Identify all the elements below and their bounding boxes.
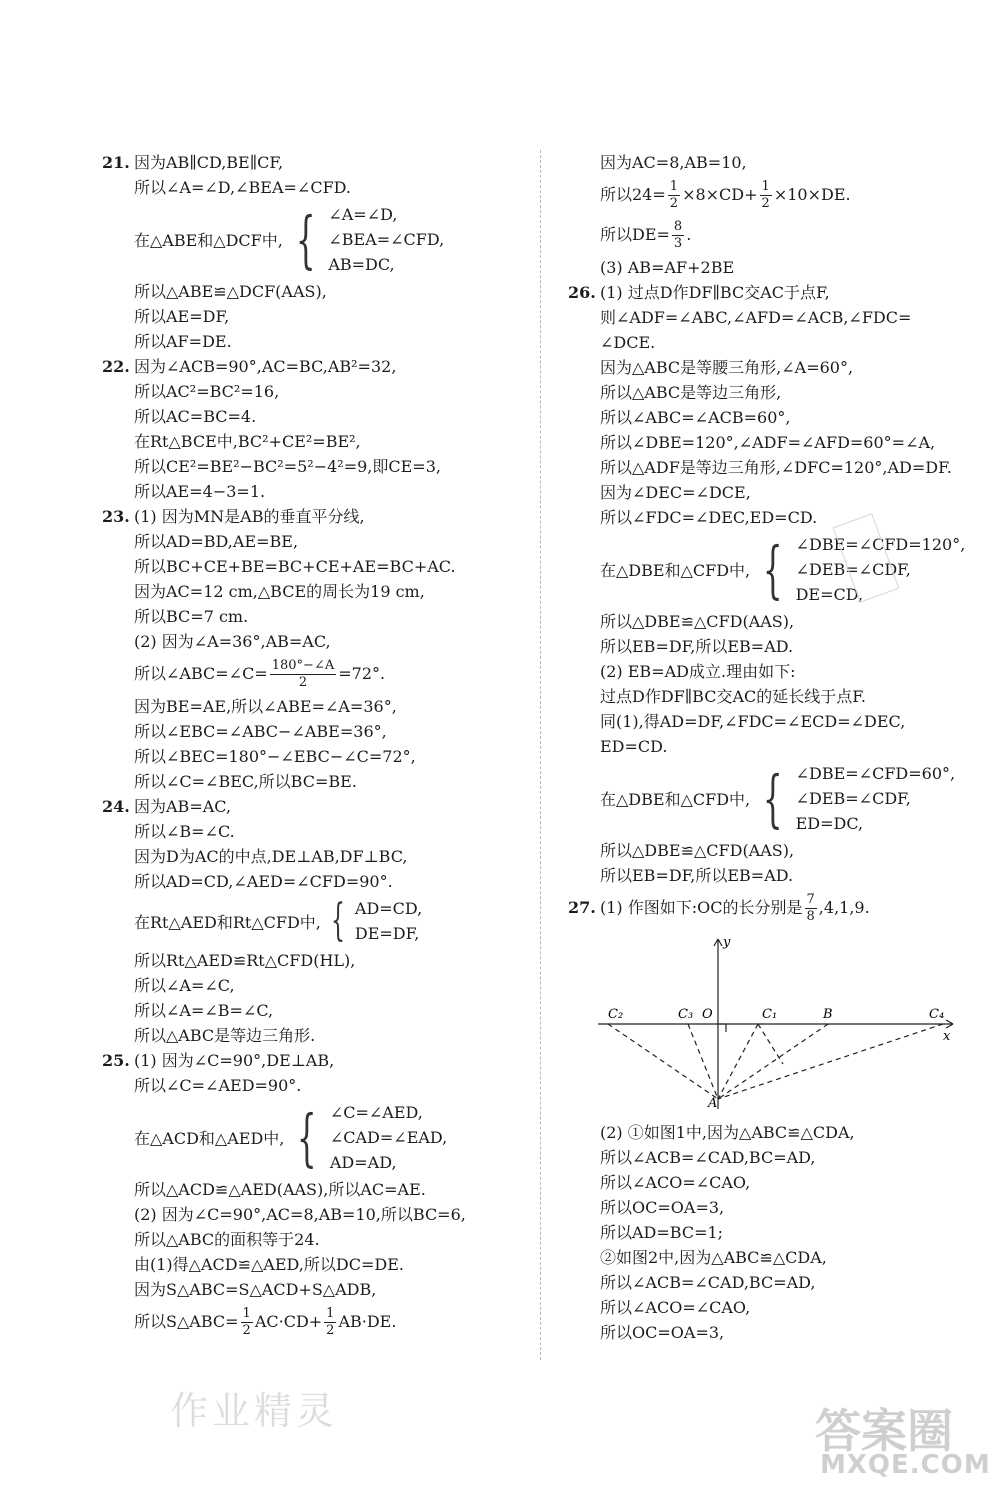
line-text: 所以EB=DF,所以EB=AD. (600, 637, 794, 656)
equation-system (568, 532, 988, 607)
text-line (568, 305, 988, 330)
system-prefix: 在△ACD和△AED中, (134, 1129, 285, 1148)
line-text: 所以CE²=BE²−BC²=5²−4²=9,即CE=3, (134, 457, 441, 476)
line-text: AB·DE. (338, 1312, 397, 1331)
line-text: 所以∠ABC=∠C= (134, 664, 268, 683)
line-text: 所以BC=7 cm. (134, 607, 249, 626)
line-text: 所以DE= (600, 225, 670, 244)
line-text: 所以△DBE≌△CFD(AAS), (600, 841, 795, 860)
left-brace: { (330, 895, 345, 946)
fraction (668, 179, 680, 212)
system-lines (796, 761, 956, 836)
text-line (568, 1195, 988, 1220)
line-text: ED=CD. (600, 737, 668, 756)
line-text: 所以24= (600, 185, 666, 204)
line-text: 所以∠ACB=∠CAD,BC=AD, (600, 1148, 816, 1167)
watermark-bottom-right: 答案圈 (815, 1404, 953, 1458)
text-line (102, 844, 522, 869)
text-line (568, 684, 988, 709)
text-line (568, 1245, 988, 1270)
line-text: 所以AD=BC=1; (600, 1223, 724, 1242)
system-item: ∠DBE=∠CFD=60°, (795, 764, 956, 783)
left-brace: { (763, 532, 783, 606)
text-line (102, 819, 522, 844)
segment-a-b (718, 1024, 828, 1099)
fraction-numerator: 1 (669, 179, 679, 194)
text-line (102, 579, 522, 604)
system-item: ∠BEA=∠CFD, (328, 230, 445, 249)
system-item: ∠CAD=∠EAD, (329, 1128, 448, 1147)
line-text: 所以∠EBC=∠ABC−∠ABE=36°, (134, 722, 387, 741)
text-line (102, 794, 522, 819)
fraction-denominator: 3 (673, 236, 683, 251)
system-item: ∠A=∠D, (328, 205, 398, 224)
line-text: 所以AD=CD,∠AED=∠CFD=90°. (134, 872, 393, 891)
line-text: 因为∠ACB=90°,AC=BC,AB²=32, (134, 357, 397, 376)
line-text: 所以AC=BC=4. (134, 407, 257, 426)
system-item: DE=CD, (795, 585, 864, 604)
line-text: 所以△DBE≌△CFD(AAS), (600, 612, 795, 631)
line-text: 所以∠C=∠AED=90°. (134, 1076, 302, 1095)
text-line (102, 1202, 522, 1227)
line-text: 所以△ACD≌△AED(AAS),所以AC=AE. (134, 1180, 426, 1199)
line-text: 则∠ADF=∠ABC,∠AFD=∠ACB,∠FDC= (600, 308, 912, 327)
line-text: 因为∠DEC=∠DCE, (600, 483, 751, 502)
text-line (102, 404, 522, 429)
system-item: ∠DBE=∠CFD=120°, (795, 535, 966, 554)
right-column (568, 150, 988, 1345)
fraction-line (568, 888, 988, 928)
line-text: 所以∠ACO=∠CAO, (600, 1173, 751, 1192)
line-text: 因为D为AC的中点,DE⊥AB,DF⊥BC, (134, 847, 408, 866)
fraction-numerator: 8 (673, 219, 683, 234)
text-line (102, 329, 522, 354)
fraction (270, 658, 337, 691)
line-text: (1) 过点D作DF∥BC交AC于点F, (600, 283, 830, 302)
fraction-line (568, 215, 988, 255)
left-brace: { (295, 202, 316, 276)
coordinate-figure (588, 934, 958, 1114)
line-text: (2) 因为∠C=90°,AC=8,AB=10,所以BC=6, (134, 1205, 466, 1224)
equation-system (568, 761, 988, 836)
system-item: AB=DC, (328, 255, 395, 274)
text-line (102, 150, 522, 175)
line-text: 所以∠FDC=∠DEC,ED=CD. (600, 508, 818, 527)
text-line (102, 998, 522, 1023)
text-line (102, 554, 522, 579)
column-divider (540, 150, 541, 1360)
text-line (102, 379, 522, 404)
line-text: 所以AC²=BC²=16, (134, 382, 280, 401)
fraction-numerator: 180°−∠A (271, 658, 335, 673)
left-brace: { (297, 1100, 317, 1174)
line-text: 因为S△ABC=S△ACD+S△ADB, (134, 1280, 377, 1299)
equation-system (102, 202, 522, 277)
text-line (568, 430, 988, 455)
figure-container (588, 934, 958, 1114)
line-text: 所以∠A=∠C, (134, 976, 235, 995)
line-text: 所以AE=4−3=1. (134, 482, 266, 501)
system-item: ∠C=∠AED, (329, 1103, 423, 1122)
text-line (102, 1048, 522, 1073)
line-text: 所以∠BEC=180°−∠EBC−∠C=72°, (134, 747, 416, 766)
text-line (102, 719, 522, 744)
line-text: 所以BC+CE+BE=BC+CE+AE=BC+AC. (134, 557, 456, 576)
text-line (102, 354, 522, 379)
fraction (324, 1306, 336, 1339)
segment-a-c3 (688, 1024, 718, 1099)
fraction-denominator: 2 (326, 1323, 335, 1338)
line-text: =72°. (338, 664, 386, 683)
system-item: ED=DC, (795, 814, 864, 833)
system-prefix: 在Rt△AED和Rt△CFD中, (134, 912, 321, 932)
problem-number: 26. (568, 283, 596, 302)
line-text: (1) 因为MN是AB的垂直平分线, (134, 507, 365, 526)
text-line (102, 869, 522, 894)
system-item: DE=DF, (354, 924, 420, 943)
text-line (102, 429, 522, 454)
line-text: 所以△ADF是等边三角形,∠DFC=120°,AD=DF. (600, 458, 952, 477)
text-line (102, 529, 522, 554)
text-line (102, 1227, 522, 1252)
fraction-line (102, 654, 522, 694)
line-text: 所以∠A=∠B=∠C, (134, 1001, 274, 1020)
label-b: B (823, 1007, 833, 1022)
line-text: 所以∠C=∠BEC,所以BC=BE. (134, 772, 357, 791)
text-line (568, 505, 988, 530)
problem-number: 25. (102, 1051, 130, 1070)
line-text: 因为△ABC是等腰三角形,∠A=60°, (600, 358, 854, 377)
text-line (102, 175, 522, 200)
text-line (568, 255, 988, 280)
segment-c1-perp (758, 1024, 783, 1064)
system-item: AD=AD, (329, 1153, 397, 1172)
fraction-denominator: 8 (806, 909, 815, 924)
line-text: 所以∠ABC=∠ACB=60°, (600, 408, 791, 427)
fraction-denominator: 2 (761, 196, 770, 211)
line-text: 在Rt△BCE中,BC²+CE²=BE², (134, 432, 361, 451)
problem-number: 23. (102, 507, 130, 526)
label-o: O (702, 1007, 713, 1022)
line-text: 因为AB∥CD,BE∥CF, (134, 153, 284, 172)
text-line (102, 629, 522, 654)
label-x: x (943, 1029, 951, 1044)
line-text: (2) 因为∠A=36°,AB=AC, (134, 632, 331, 651)
watermark-url: MXQE.COM (820, 1450, 991, 1480)
text-line (568, 1295, 988, 1320)
line-text: 所以∠A=∠D,∠BEA=∠CFD. (134, 178, 352, 197)
system-prefix: 在△ABE和△DCF中, (134, 231, 283, 250)
line-text: 所以∠ACO=∠CAO, (600, 1298, 751, 1317)
text-line (568, 634, 988, 659)
text-line (102, 973, 522, 998)
fraction (760, 179, 772, 212)
line-text: 因为BE=AE,所以∠ABE=∠A=36°, (134, 697, 397, 716)
line-text: ,4,1,9. (818, 898, 870, 917)
line-text: 所以∠B=∠C. (134, 822, 235, 841)
text-line (568, 863, 988, 888)
text-line (568, 609, 988, 634)
text-line (102, 1023, 522, 1048)
text-line (568, 280, 988, 305)
system-lines (330, 1100, 447, 1175)
line-text: 所以S△ABC= (134, 1312, 239, 1331)
text-line (568, 1270, 988, 1295)
system-lines (355, 896, 422, 946)
line-text: 同(1),得AD=DF,∠FDC=∠ECD=∠DEC, (600, 712, 906, 731)
text-line (568, 1145, 988, 1170)
problem-number: 21. (102, 153, 130, 172)
fraction-numerator: 7 (806, 892, 815, 907)
line-text: (1) 因为∠C=90°,DE⊥AB, (134, 1051, 335, 1070)
line-text: 过点D作DF∥BC交AC的延长线于点F. (600, 687, 866, 706)
text-line (102, 479, 522, 504)
line-text: AC·CD+ (254, 1312, 323, 1331)
segment-a-c2 (608, 1024, 718, 1099)
line-text: ∠DCE. (600, 333, 656, 352)
line-text: 因为AC=12 cm,△BCE的周长为19 cm, (134, 582, 425, 601)
text-line (102, 948, 522, 973)
text-line (102, 769, 522, 794)
fraction (241, 1306, 253, 1339)
text-line (102, 1277, 522, 1302)
line-text: (3) AB=AF+2BE (600, 258, 735, 277)
text-line (102, 504, 522, 529)
fraction-line (102, 1302, 522, 1342)
text-line (568, 150, 988, 175)
line-text: 所以AE=DF, (134, 307, 230, 326)
fraction-denominator: 2 (242, 1323, 251, 1338)
text-line (102, 1177, 522, 1202)
fraction-denominator: 2 (298, 675, 308, 690)
problem-number: 22. (102, 357, 130, 376)
line-text: (1) 作图如下:OC的长分别是 (600, 898, 803, 917)
fraction (672, 219, 684, 252)
text-line (568, 405, 988, 430)
line-text: 由(1)得△ACD≌△AED,所以DC=DE. (134, 1255, 404, 1274)
line-text: ×8×CD+ (682, 185, 758, 204)
system-lines (328, 202, 444, 277)
line-text: . (686, 225, 692, 244)
text-line (568, 1170, 988, 1195)
text-line (102, 694, 522, 719)
text-line (568, 659, 988, 684)
text-line (102, 279, 522, 304)
text-line (102, 744, 522, 769)
fraction-line (568, 175, 988, 215)
line-text: ×10×DE. (773, 185, 851, 204)
label-c3: C₃ (678, 1007, 694, 1022)
fraction (805, 892, 817, 925)
equation-system (102, 896, 522, 946)
text-line (568, 734, 988, 759)
line-text: (2) EB=AD成立.理由如下: (600, 662, 796, 681)
text-line (568, 455, 988, 480)
problem-number: 24. (102, 797, 130, 816)
text-line (102, 604, 522, 629)
label-a: A (708, 1096, 718, 1111)
system-prefix: 在△DBE和△CFD中, (600, 561, 751, 580)
line-text: 所以Rt△AED≌Rt△CFD(HL), (134, 951, 356, 970)
line-text: 因为AC=8,AB=10, (600, 153, 747, 172)
line-text: 所以∠DBE=120°,∠ADF=∠AFD=60°=∠A, (600, 433, 936, 452)
text-line (102, 1252, 522, 1277)
line-text: ②如图2中,因为△ABC≌△CDA, (600, 1248, 827, 1267)
left-column (102, 150, 522, 1342)
line-text: 所以AD=BD,AE=BE, (134, 532, 299, 551)
line-text: 所以△ABC的面积等于24. (134, 1230, 320, 1249)
text-line (568, 480, 988, 505)
problem-number: 27. (568, 898, 596, 917)
text-line (568, 355, 988, 380)
line-text: (2) ①如图1中,因为△ABC≌△CDA, (600, 1123, 855, 1142)
system-prefix: 在△DBE和△CFD中, (600, 790, 751, 809)
text-line (568, 380, 988, 405)
line-text: 所以OC=OA=3, (600, 1198, 725, 1217)
system-item: ∠DEB=∠CDF, (795, 560, 911, 579)
line-text: 因为AB=AC, (134, 797, 232, 816)
watermark-bottom-left: 作业精灵 (170, 1389, 339, 1433)
text-line (568, 1320, 988, 1345)
label-c1: C₁ (762, 1007, 778, 1022)
left-brace: { (763, 761, 783, 835)
text-line (568, 1220, 988, 1245)
text-line (568, 1120, 988, 1145)
fraction-numerator: 1 (326, 1306, 335, 1321)
text-line (568, 838, 988, 863)
line-text: 所以AF=DE. (134, 332, 232, 351)
line-text: 所以EB=DF,所以EB=AD. (600, 866, 794, 885)
fraction-denominator: 2 (669, 196, 679, 211)
text-line (102, 304, 522, 329)
label-y: y (723, 935, 731, 950)
system-item: ∠DEB=∠CDF, (795, 789, 911, 808)
text-line (102, 454, 522, 479)
label-c2: C₂ (608, 1007, 624, 1022)
text-line (102, 1073, 522, 1098)
system-item: AD=CD, (354, 899, 423, 918)
label-c4: C₄ (929, 1007, 945, 1022)
line-text: 所以△ABC是等边三角形. (134, 1026, 316, 1045)
fraction-numerator: 1 (761, 179, 770, 194)
line-text: 所以OC=OA=3, (600, 1323, 725, 1342)
fraction-numerator: 1 (242, 1306, 251, 1321)
line-text: 所以△ABE≌△DCF(AAS), (134, 282, 327, 301)
line-text: 所以△ABC是等边三角形, (600, 383, 782, 402)
equation-system (102, 1100, 522, 1175)
line-text: 所以∠ACB=∠CAD,BC=AD, (600, 1273, 816, 1292)
text-line (568, 330, 988, 355)
text-line (568, 709, 988, 734)
